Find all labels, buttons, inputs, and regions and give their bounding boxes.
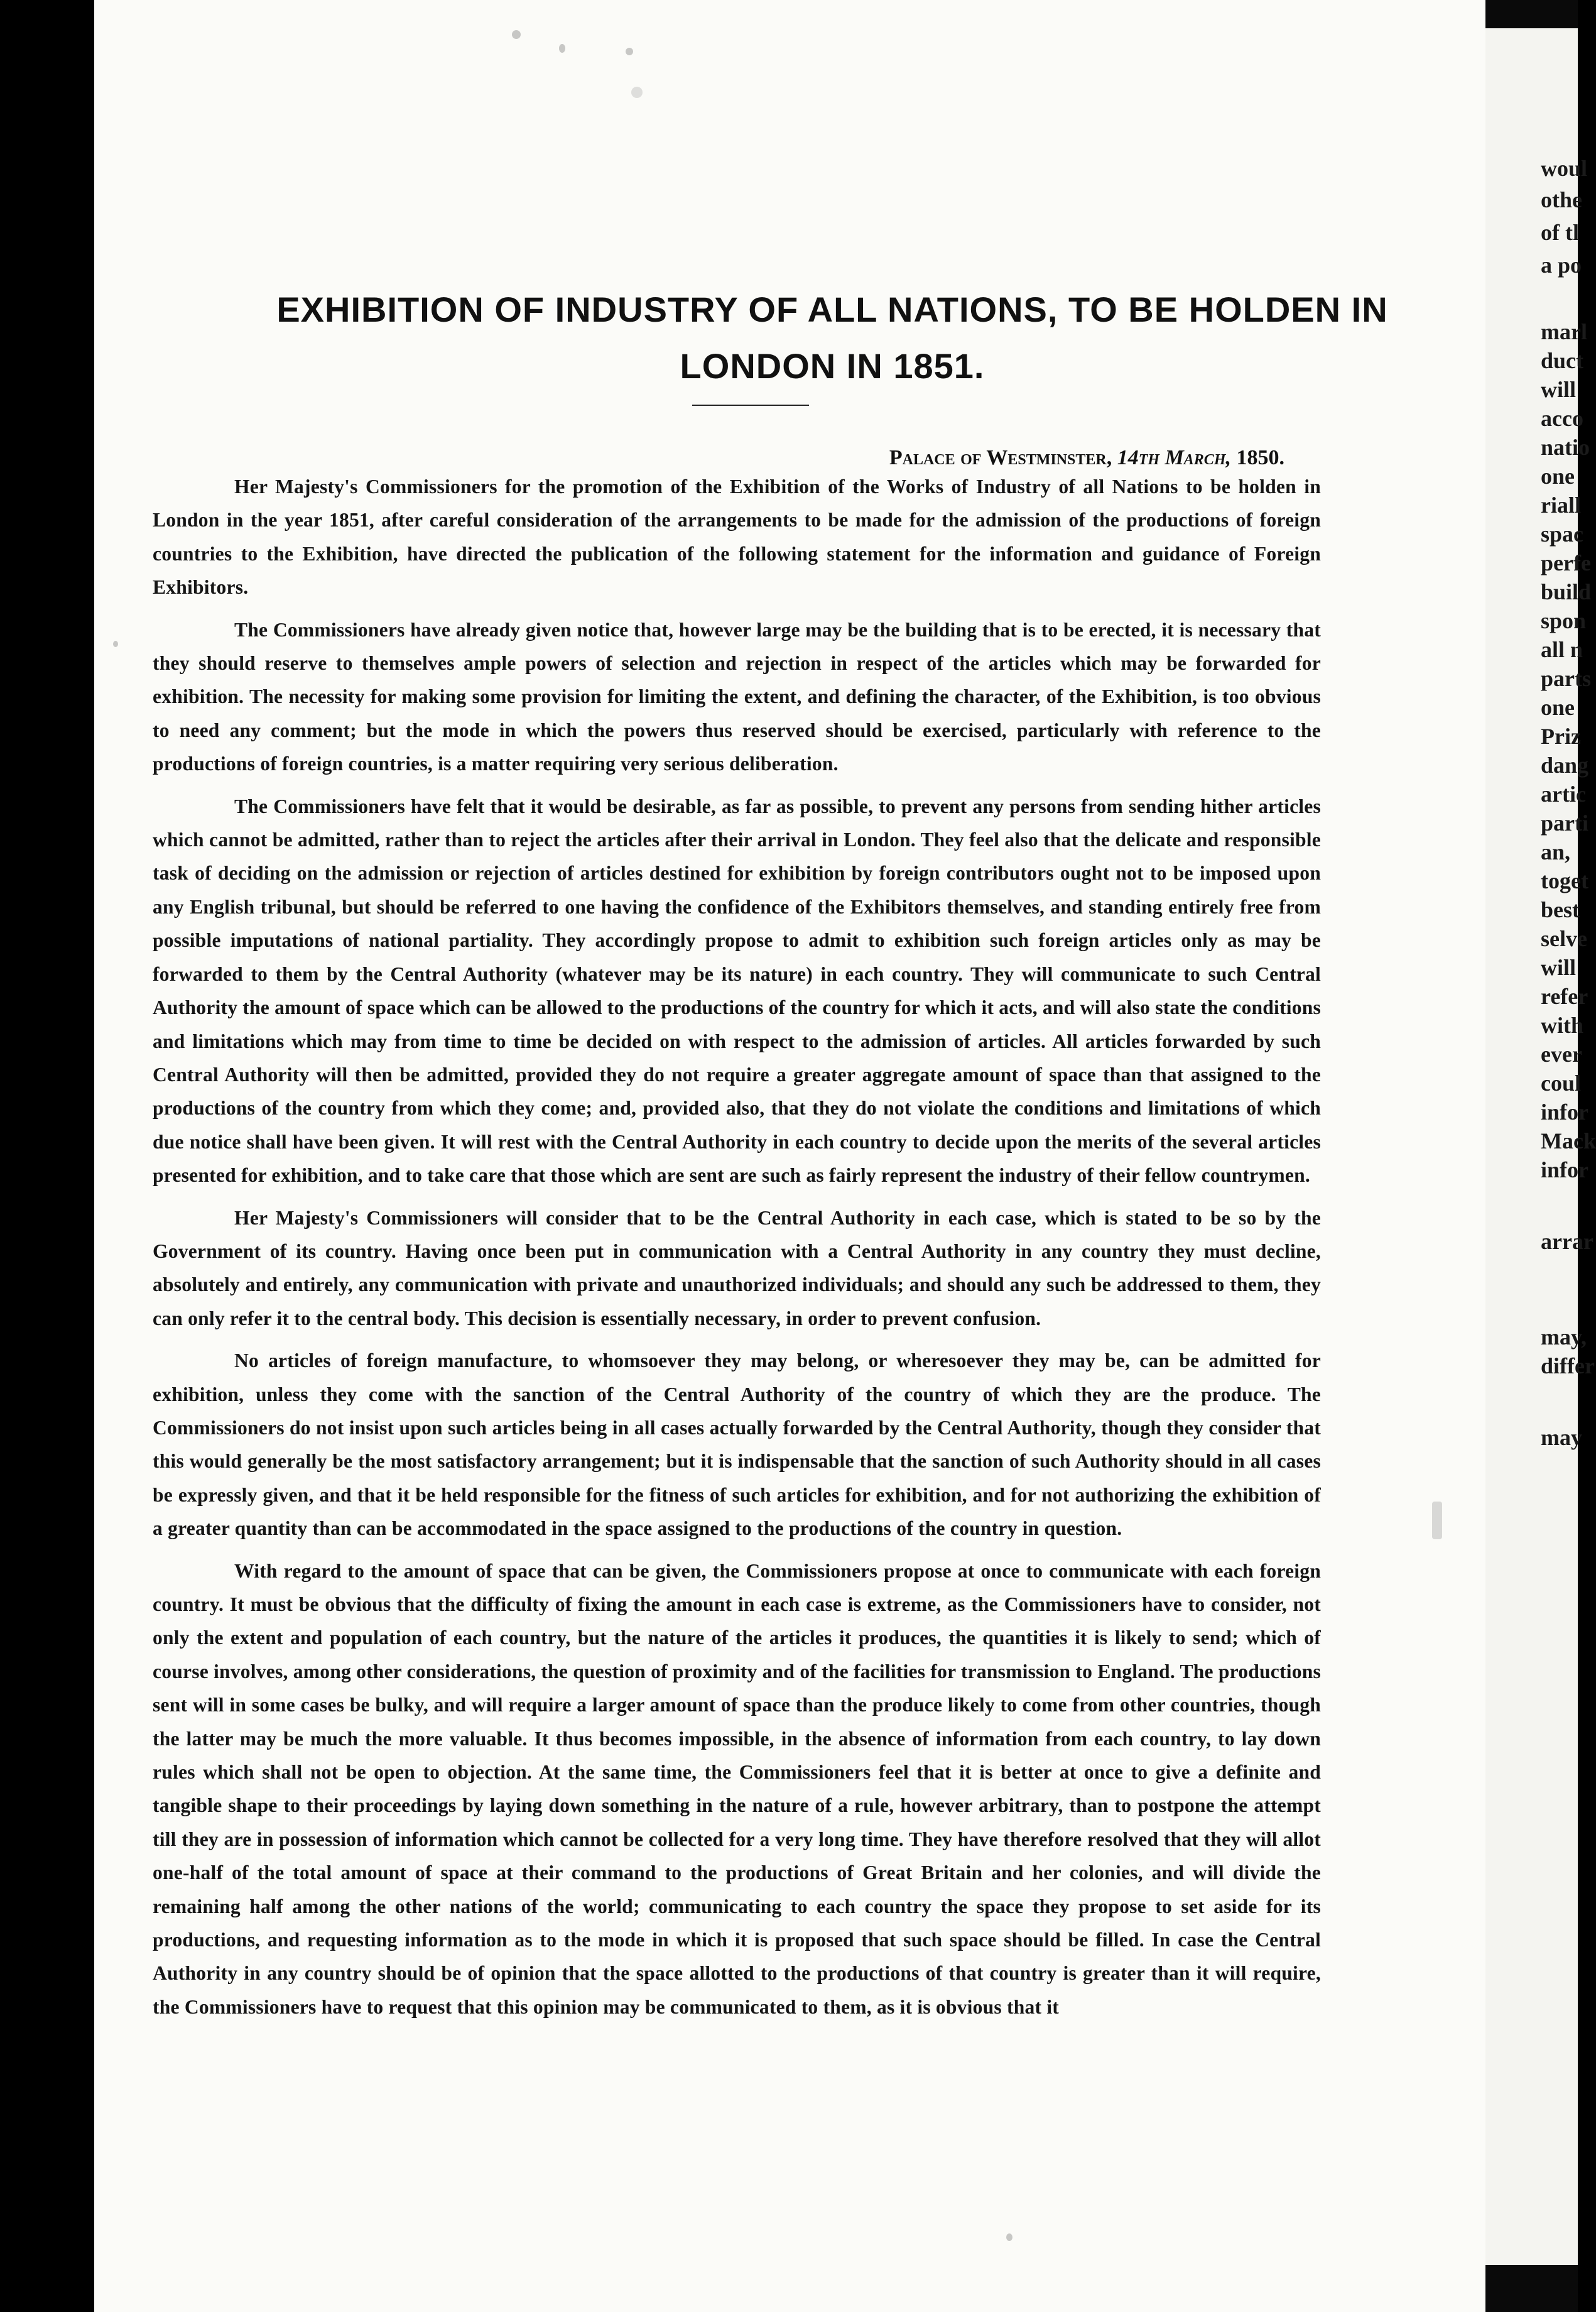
adjacent-page-fragment: parts (1541, 666, 1591, 691)
adjacent-page-fragment: duct (1541, 348, 1584, 373)
adjacent-page-fragment: Mack (1541, 1128, 1596, 1153)
adjacent-page-fragment: may (1541, 1425, 1582, 1450)
adjacent-page-fragment: with (1541, 1013, 1584, 1038)
adjacent-page-fragment: a po (1541, 253, 1582, 278)
adjacent-page-fragment: build (1541, 579, 1592, 604)
adjacent-page-fragment: of tl (1541, 220, 1579, 245)
adjacent-page-fragment: woul (1541, 156, 1588, 181)
title-line-2: LONDON IN 1851. (680, 346, 985, 386)
adjacent-page-fragment: spac (1541, 521, 1584, 547)
ink-speck (1006, 2233, 1012, 2241)
adjacent-page-fragment: will (1541, 955, 1577, 980)
ink-speck (1432, 1502, 1442, 1539)
adjacent-page-fragment: an, (1541, 839, 1571, 864)
adjacent-page-fragment: coul (1541, 1071, 1582, 1096)
adjacent-page-fragment: Priz (1541, 724, 1581, 749)
ink-speck (113, 641, 118, 647)
adjacent-page-fragment: refer (1541, 984, 1588, 1009)
adjacent-page-fragment: may, (1541, 1324, 1587, 1350)
adjacent-page-fragment: othe (1541, 187, 1582, 212)
ink-speck (626, 48, 633, 55)
document-body (153, 470, 1321, 2032)
dateline-year: 1850. (1236, 446, 1284, 469)
document-title (220, 281, 1445, 394)
dateline-date: 14th March, (1117, 446, 1231, 469)
adjacent-page-fragment: toget (1541, 868, 1588, 893)
adjacent-page-fragment: marl (1541, 319, 1587, 344)
paragraph-3: The Commissioners have felt that it would be desirable, as far as possible, to prevent any persons from sending hither articles which cannot be admitted, rather than to reject the articles after their arrival in London. They feel also that the delicate and responsible task of deciding on the admission or rejection of articles destined for exhibition by foreign contributors ought not to be imposed upon any English tribunal, but should be referred to one having the confidence of the Exhibitors themselves, and standing entirely free from possible imputations of national partiality. They accordingly propose to admit to exhibition such foreign articles only as may be forwarded to them by the Central Authority (whatever may be its nature) in each country. They will communicate to such Central Authority the amount of space which can be allowed to the productions of the country for which it acts, and will also state the conditions and limitations which may from time to time be decided on with respect to the admission of articles. All articles forwarded by such Central Authority will then be admitted, provided they do not require a greater aggregate amount of space than that assigned to the productions of the country from which they come; and, provided also, that they do not violate the conditions and limitations of which due notice shall have been given. It will rest with the Central Authority in each country to decide upon the merits of the several articles presented for exhibition, and to take care that those which are sent are such as fairly represent the industry of their fellow countrymen. (153, 795, 1321, 1187)
paragraph-1: Her Majesty's Commissioners for the promotion of the Exhibition of the Works of Industry of all Nations to be holden in London in the year 1851, after careful consideration of the arrangements to be made for the admission of the productions of foreign countries to the Exhibition, have directed the publication of the following statement for the information and guidance of Foreign Exhibitors. (153, 476, 1321, 599)
dateline-place: Palace of Westminster, (889, 446, 1112, 469)
paragraph-5: No articles of foreign manufacture, to whomsoever they may belong, or wheresoever they may be, can be admitted for exhibition, unless they come with the sanction of the Central Authority of the country of which they are the produce. The Commissioners do not insist upon such articles being in all cases actually forwarded by the Central Authority, though they consider that this would generally be the most satisfactory arrangement; but it is indispensable that the sanction of such Authority should in all cases be expressly given, and that it be held responsible for the fitness of such articles for exhibition, and for not authorizing the exhibition of a greater quantity than can be accommodated in the space assigned to the productions of the country in question. (153, 1350, 1321, 1540)
adjacent-page-fragment: one (1541, 464, 1575, 489)
paragraph-6: With regard to the amount of space that can be given, the Commissioners propose at once to communicate with each foreign country. It must be obvious that the difficulty of fixing the amount in each case is extreme, as the Commissioners have to consider, not only the extent and population of each country, but the nature of the articles it produces, the quantities it is likely to send; which of course involves, among other considerations, the question of proximity and of the facilities for transmission to England. The productions sent will in some cases be bulky, and will require a larger amount of space than the produce likely to come from other countries, though the latter may be much the more valuable. It thus becomes impossible, in the absence of information from each country, to lay down rules which shall not be open to objection. At the same time, the Commissioners feel that it is better at once to give a definite and tangible shape to their proceedings by laying down something in the nature of a rule, however arbitrary, than to postpone the attempt till they are in possession of information which cannot be collected for a very long time. They have therefore resolved that they will allot one-half of the total amount of space at their command to the productions of Great Britain and her colonies, and will divide the remaining half among the other nations of the world; communicating to each country the space they propose to set aside for its productions, and requesting information as to the mode in which it is proposed that such space should be filled. In case the Central Authority in any country should be of opinion that the space allotted to the productions of that country is greater than it will require, the Commissioners have to request that this opinion may be communicated to them, as it is obvious that it (153, 1559, 1321, 2018)
dateline (782, 446, 1284, 470)
adjacent-page-fragment: spon (1541, 608, 1587, 633)
adjacent-page-fragment: perfe (1541, 550, 1591, 575)
adjacent-page-fragment: artic (1541, 782, 1586, 807)
paragraph-2: The Commissioners have already given notice that, however large may be the building that is to be erected, it is necessary that they should reserve to themselves ample powers of selection and rejection in respect of the articles which may be forwarded for exhibition. The necessity for making some provision for limiting the extent, and defining the character, of the Exhibition, is too obvious to need any comment; but the mode in which the powers thus reserved should be exercised, particularly with reference to the productions of foreign countries, is a matter requiring very serious deliberation. (153, 618, 1321, 775)
adjacent-page-fragment: one (1541, 695, 1575, 720)
adjacent-page-fragment: ever (1541, 1042, 1582, 1067)
adjacent-page-fragment: all n (1541, 637, 1583, 662)
adjacent-page-fragment: infor (1541, 1099, 1588, 1125)
title-line-1: EXHIBITION OF INDUSTRY OF ALL NATIONS, TO BE HOLDEN IN (276, 290, 1388, 329)
adjacent-page-sheet (1485, 28, 1596, 2265)
adjacent-page-fragment: riall (1541, 493, 1581, 518)
adjacent-page-fragment: dang (1541, 753, 1589, 778)
paragraph-4: Her Majesty's Commissioners will consider that to be the Central Authority in each case, which is stated to be so by the Government of its country. Having once been put in communication with a Central Authority in any country they must decline, absolutely and entirely, any communication with private and unauthorized individuals; and should any such be addressed to them, they can only refer it to the central body. This decision is essentially necessary, in order to prevent confusion. (153, 1206, 1321, 1329)
adjacent-page-fragment: parti (1541, 810, 1588, 836)
adjacent-page-fragment: acco (1541, 406, 1583, 431)
adjacent-page-fragment: selve (1541, 926, 1587, 951)
adjacent-page-fragment: best (1541, 897, 1580, 922)
ink-speck (631, 87, 643, 98)
adjacent-page-fragment: arrar (1541, 1229, 1593, 1254)
title-rule (692, 405, 809, 406)
adjacent-page-fragment: differ (1541, 1353, 1595, 1378)
adjacent-page-strip (1485, 0, 1596, 2312)
ink-speck (559, 44, 565, 53)
adjacent-page-fragment: infor (1541, 1157, 1588, 1182)
adjacent-page-fragment: natio (1541, 435, 1590, 460)
ink-speck (512, 30, 521, 39)
adjacent-page-fragment: will (1541, 377, 1577, 402)
